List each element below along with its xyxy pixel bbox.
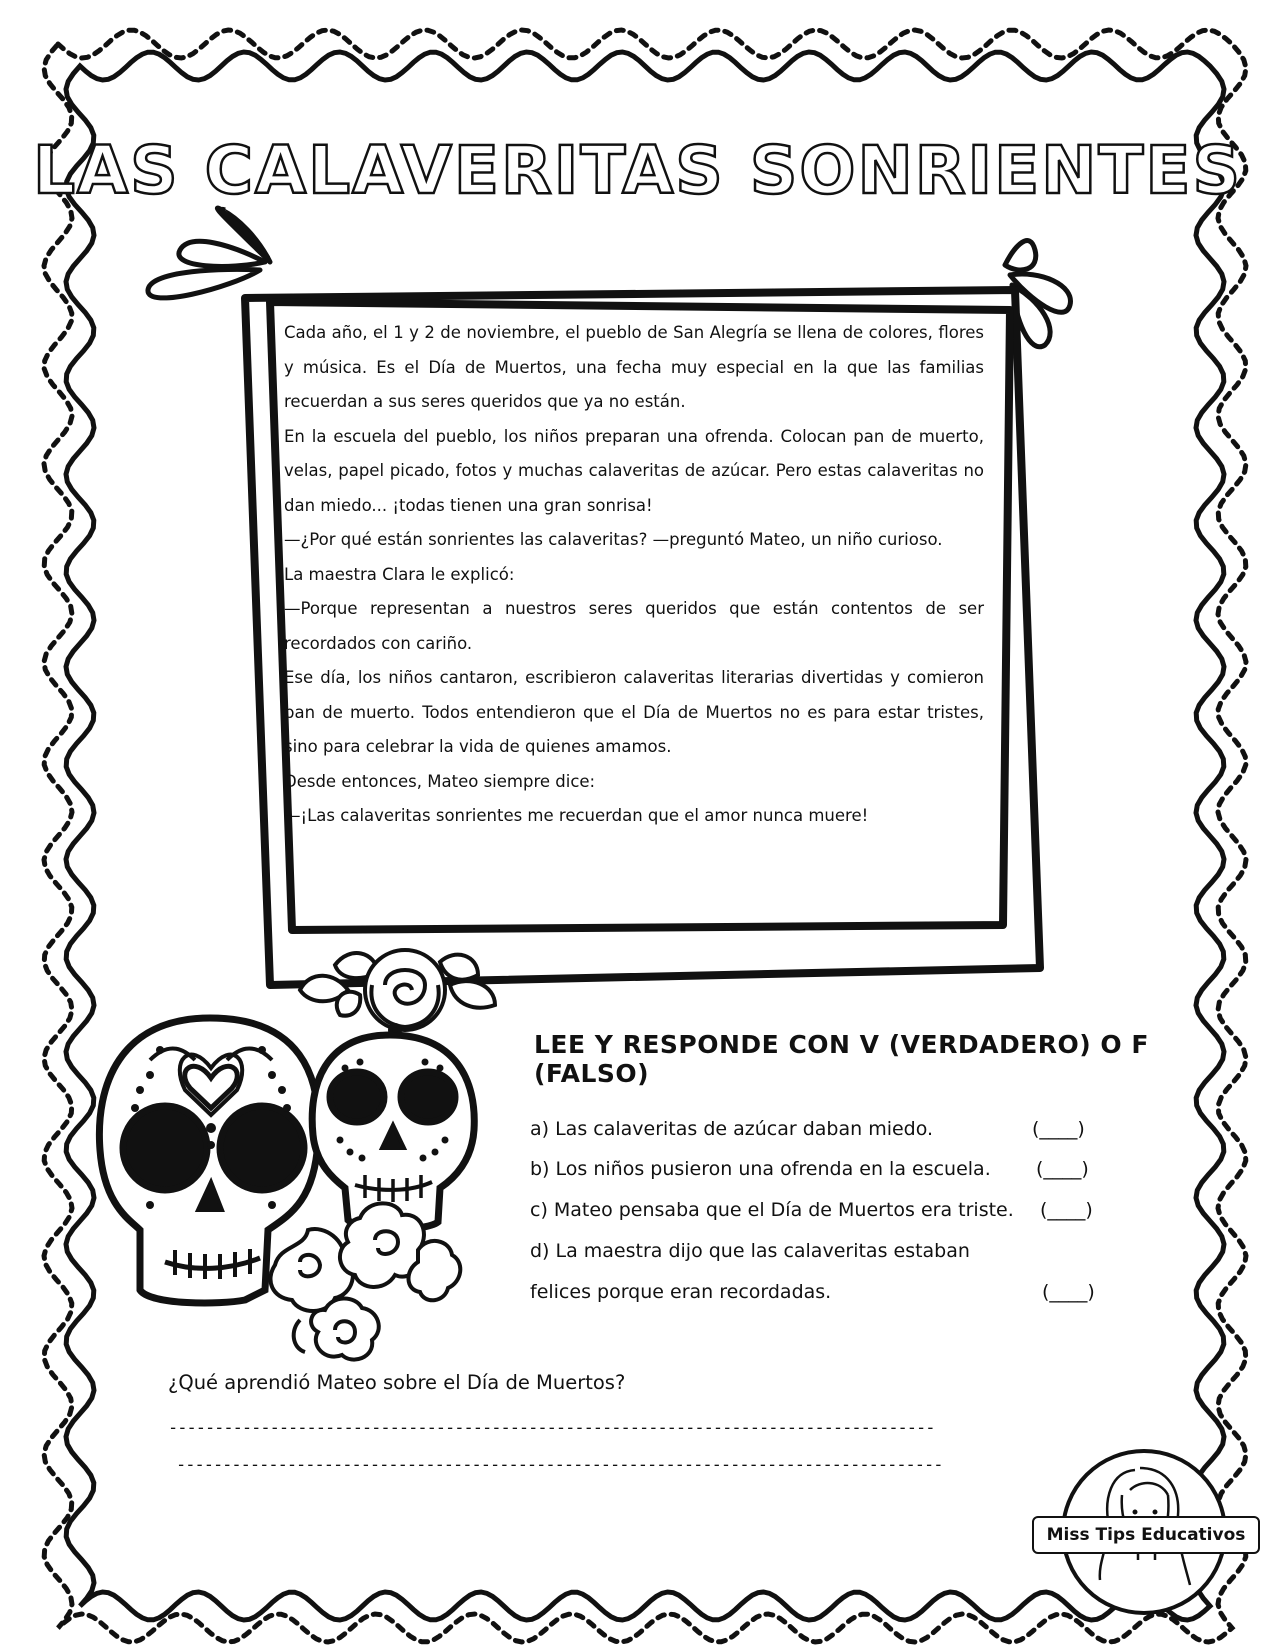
- story-paragraph: Desde entonces, Mateo siempre dice:: [284, 771, 596, 791]
- brand-logo-label: Miss Tips Educativos: [1032, 1516, 1260, 1554]
- story-paragraph: —Porque representan a nuestros seres queridos que están contentos de ser recordados con cariño.: [284, 599, 984, 653]
- sugar-skull-small-icon: [312, 1035, 474, 1229]
- worksheet-title: LAS CALAVERITAS SONRIENTES: [32, 132, 1243, 209]
- open-question-prompt: ¿Qué aprendió Mateo sobre el Día de Muertos?: [168, 1371, 626, 1394]
- story-paragraph: —¡Las calaveritas sonrientes me recuerdan que el amor nunca muere!: [284, 806, 869, 825]
- answer-blank-b[interactable]: (____): [1036, 1158, 1089, 1180]
- story-paragraph: La maestra Clara le explicó:: [284, 564, 515, 584]
- story-paragraph: Ese día, los niños cantaron, escribieron calaveritas literarias divertidas y comieron pan de muerto. Todos entendieron que el Día de Muertos no es para estar tristes, sino para celebrar la vida de quienes amamos.: [284, 668, 984, 756]
- answer-blank-a[interactable]: (____): [1032, 1118, 1085, 1140]
- quiz-question-b: b) Los niños pusieron una ofrenda en la escuela.: [530, 1158, 991, 1180]
- quiz-question-c: c) Mateo pensaba que el Día de Muertos era triste.: [530, 1199, 1014, 1221]
- story-paragraph: En la escuela del pueblo, los niños preparan una ofrenda. Colocan pan de muerto, velas, papel picado, fotos y muchas calaveritas de azúcar. Pero estas calaveritas no dan miedo... ¡todas tienen una gran sonrisa!: [284, 426, 984, 515]
- story-paragraph: —¿Por qué están sonrientes las calaveritas? —preguntó Mateo, un niño curioso.: [284, 530, 943, 549]
- quiz-question-d: d) La maestra dijo que las calaveritas estaban: [530, 1240, 970, 1262]
- frame-bow-left: [148, 208, 270, 298]
- answer-blank-d[interactable]: (____): [1042, 1281, 1095, 1303]
- quiz-question-a: a) Las calaveritas de azúcar daban miedo.: [530, 1118, 934, 1140]
- story-text: [284, 316, 984, 834]
- answer-line-1[interactable]: -----------------------------------------------------------------------------------: [168, 1418, 935, 1438]
- answer-line-2[interactable]: -----------------------------------------------------------------------------------: [176, 1455, 943, 1475]
- quiz-heading: LEE Y RESPONDE CON V (VERDADERO) O F (FALSO): [534, 1030, 1149, 1088]
- quiz-question-d-continued: felices porque eran recordadas.: [530, 1281, 832, 1303]
- story-paragraph: Cada año, el 1 y 2 de noviembre, el pueblo de San Alegría se llena de colores, flores y música. Es el Día de Muertos, una fecha muy especial en la que las familias recuerdan a sus seres queridos que ya no están.: [284, 323, 984, 411]
- answer-blank-c[interactable]: (____): [1040, 1199, 1093, 1221]
